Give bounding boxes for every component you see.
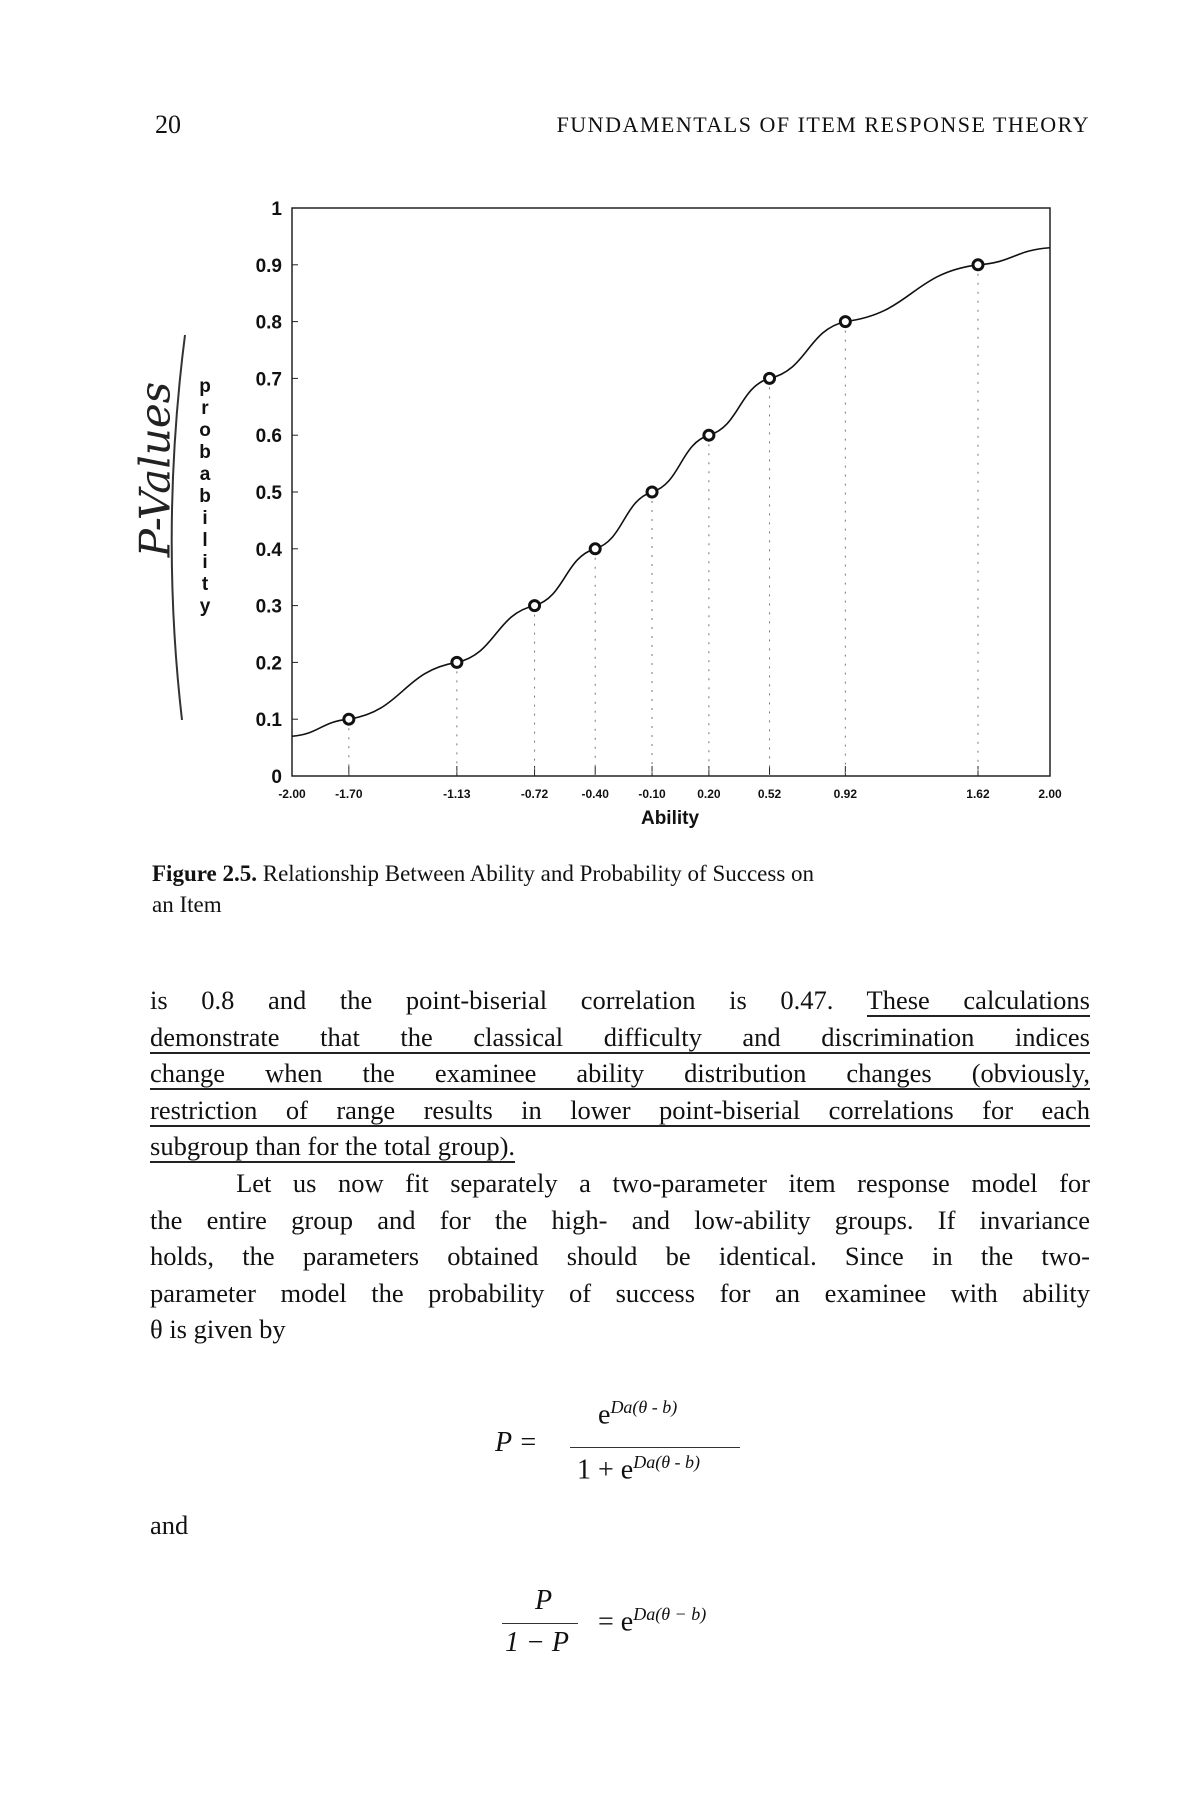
eq1-den-prefix: 1 + e: [577, 1454, 634, 1486]
y-tick-label: 0.3: [255, 596, 282, 618]
body-line: [150, 1241, 1090, 1272]
y-axis-label-letter: i: [202, 508, 208, 529]
data-point: [530, 601, 540, 611]
y-axis-label: [199, 376, 211, 617]
eq1-fraction-bar: [570, 1447, 740, 1448]
data-point: [590, 544, 600, 554]
x-tick-label: 1.62: [966, 787, 990, 801]
underlined-text: restriction of range results in lower point-biserial correlations for each: [150, 1094, 1090, 1125]
figure-caption: [152, 858, 1052, 920]
eq2-rhs-exp: Da(θ − b): [633, 1604, 707, 1624]
body-text-segment: holds, the parameters obtained should be identical. Since in the two-: [150, 1241, 1090, 1272]
body-text-segment: the entire group and for the high- and low-ability groups. If invariance: [150, 1204, 1090, 1235]
body-line: [150, 1314, 1090, 1345]
underlined-text: change when the examinee ability distribution changes (obviously,: [150, 1058, 1090, 1089]
x-tick-label: 0.52: [757, 787, 782, 801]
pen-bracket: [172, 335, 185, 720]
y-axis-label-letter: p: [199, 376, 211, 397]
eq2-numerator: P: [535, 1585, 553, 1616]
x-tick-label: -0.10: [638, 787, 666, 801]
eq1-den-exp: Da(θ - b): [633, 1452, 701, 1472]
icc-curve: [292, 248, 1050, 736]
y-tick-label: 0.4: [255, 539, 282, 561]
eq2-fraction-bar: [502, 1623, 578, 1624]
body-line: [150, 1022, 1090, 1053]
y-axis-label-letter: r: [201, 398, 209, 419]
y-tick-label: 1: [271, 199, 282, 220]
y-axis-label-letter: b: [199, 442, 211, 463]
handwritten-note: P-Values: [130, 381, 180, 558]
y-axis-label-letter: b: [199, 486, 211, 507]
eq1-lhs: P =: [495, 1427, 538, 1458]
y-axis-label-letter: t: [201, 574, 209, 595]
y-axis-label-letter: l: [202, 530, 208, 551]
eq1-denominator: [577, 1452, 700, 1486]
x-axis-label: Ability: [640, 808, 700, 829]
y-tick-label: 0.9: [255, 255, 282, 277]
body-line: [150, 1168, 1090, 1199]
x-tick-label: -0.40: [581, 787, 609, 801]
y-tick-label: 0.2: [255, 653, 282, 675]
plot-frame: [292, 208, 1050, 776]
underlined-text: subgroup than for the total group).: [150, 1131, 516, 1162]
caption-text-2: an Item: [152, 892, 222, 917]
underlined-text: demonstrate that the classical difficulty and discrimination indices: [150, 1021, 1090, 1052]
body-line: [150, 1095, 1090, 1126]
x-tick-label: -1.13: [443, 787, 471, 801]
x-tick-label: 0.92: [833, 787, 858, 801]
x-tick-label: -2.00: [278, 787, 306, 801]
caption-text: Relationship Between Ability and Probability of Success on: [262, 861, 815, 886]
y-axis-label-letter: y: [199, 596, 211, 617]
data-point: [647, 487, 657, 497]
body-line: [150, 1205, 1090, 1236]
data-point: [765, 373, 775, 383]
y-tick-label: 0.5: [255, 483, 282, 504]
chart: [0, 0, 1194, 840]
y-tick-label: 0: [271, 767, 282, 788]
y-axis-label-letter: o: [199, 420, 211, 441]
running-head: FUNDAMENTALS OF ITEM RESPONSE THEORY: [556, 112, 1090, 137]
body-line: [150, 1131, 1090, 1162]
data-point: [840, 317, 850, 327]
y-tick-label: 0.8: [255, 312, 282, 334]
body-line: [150, 1278, 1090, 1309]
and-text: and: [150, 1510, 189, 1540]
y-tick-label: 0.1: [255, 710, 282, 732]
data-point: [704, 430, 714, 440]
body-text-segment: θ is given by: [150, 1314, 286, 1345]
y-axis-label-letter: i: [202, 552, 208, 573]
data-point: [973, 260, 983, 270]
data-point: [344, 714, 354, 724]
body-text-segment: Let us now fit separately a two-parameter item response model for: [150, 1168, 1090, 1198]
eq2-rhs-base: = e: [598, 1606, 634, 1638]
eq2-rhs: [598, 1604, 706, 1638]
body-line: [150, 985, 1090, 1016]
y-tick-label: 0.6: [255, 426, 282, 448]
x-tick-label: 0.20: [697, 787, 721, 801]
eq1-num-base: e: [598, 1399, 611, 1431]
x-tick-label: -1.70: [335, 787, 363, 801]
eq1-numerator: [598, 1397, 677, 1431]
page-number: 20: [155, 110, 181, 139]
caption-label: Figure 2.5.: [152, 861, 257, 886]
x-tick-label: -0.72: [520, 787, 549, 801]
body-text-segment: parameter model the probability of success for an examinee with ability: [150, 1277, 1090, 1308]
body-text-segment: is 0.8 and the point-biserial correlation is 0.47.: [150, 985, 867, 1015]
data-point: [452, 657, 462, 667]
y-tick-label: 0.7: [255, 369, 282, 391]
underlined-text: These calculations: [866, 985, 1090, 1015]
eq2-denominator: 1 − P: [505, 1627, 569, 1658]
eq1-num-exp: Da(θ - b): [610, 1397, 678, 1417]
y-axis-label-letter: a: [199, 464, 211, 485]
x-tick-label: 2.00: [1038, 787, 1062, 801]
body-line: [150, 1058, 1090, 1089]
